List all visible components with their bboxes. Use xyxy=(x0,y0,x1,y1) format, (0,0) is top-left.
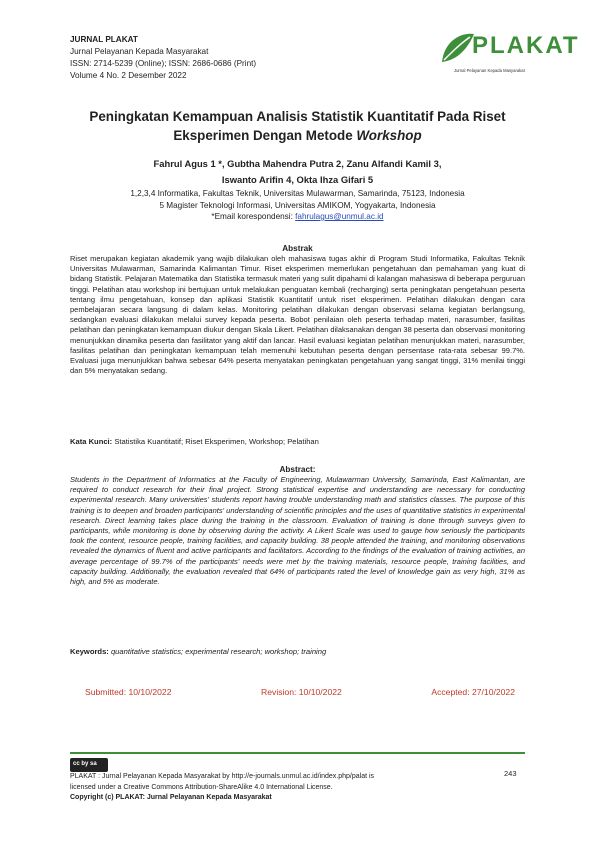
affiliation-1: 1,2,3,4 Informatika, Fakultas Teknik, Universitas Mulawarman, Samarinda, 75123, Indonesia xyxy=(130,189,465,198)
license-footer xyxy=(70,772,470,804)
author-list xyxy=(60,156,535,188)
abstract-heading: Abstract: xyxy=(279,465,316,474)
license-line-1: PLAKAT : Jurnal Pelayanan Kepada Masyarakat by http://e-journals.unmul.ac.id/index.php/palat is xyxy=(70,773,375,780)
cc-badge-text: cc by sa xyxy=(73,761,97,767)
authors-line-2: Iswanto Arifin 4, Okta Ihza Gifari 5 xyxy=(221,174,374,185)
issn: ISSN: 2714-5239 (Online); ISSN: 2686-0686 (Print) xyxy=(70,59,257,68)
kata-kunci-text: Statistika Kuantitatif; Riset Eksperimen, Workshop; Pelatihan xyxy=(112,437,319,446)
keywords-text: quantitative statistics; experimental research; workshop; training xyxy=(108,647,327,656)
plakat-logo xyxy=(438,28,580,82)
email-link[interactable]: fahrulagus@unmul.ac.id xyxy=(295,212,384,221)
authors-line-1: Fahrul Agus 1 *, Gubtha Mahendra Putra 2, Zanu Alfandi Kamil 3, xyxy=(153,158,442,169)
logo-tagline: Jurnal Pelayanan Kepada Masyarakat xyxy=(454,68,525,73)
submission-dates xyxy=(85,687,515,697)
footer-divider xyxy=(70,752,525,754)
journal-header xyxy=(70,34,256,82)
accepted-date: Accepted: 27/10/2022 xyxy=(431,687,515,697)
kata-kunci-label: Kata Kunci: xyxy=(70,437,113,446)
abstrak-text: Riset merupakan kegiatan akademik yang wajib dilakukan oleh mahasiswa tugas akhir di Program Studi Informatika, Fakultas Teknik Universitas Mulawarman, Samarinda Kalimantan Timur. Riset eksperimen memerlukan pengetahuan dan pemahaman yang kuat di bidang Statistik. Pelajaran Matematika dan Statistika termasuk materi yang sulit dipahami di kalangan mahasiswa di beberapa perguruan tinggi. Pelatihan atau workshop ini bertujuan untuk melakukan penguatan kembali (recharging) serta peningkatan pengetahuan peserta tentang ilmu pengetahuan, konsep dan aplikasi Statistik Kuantitatif untuk riset eksperimen. Pelatihan dilakukan dengan cara pembelajaran secara langsung di dalam kelas. Monitoring pelatihan dilakukan dengan observasi selama kegiatan berlangsung, sedangkan evaluasi dilakukan melalui survey kepada peserta. Bobot penilaian oleh peserta terhadap materi, narasumber, fasilitas pelatihan dan peningkatan kemampuan diukur dengan Skala Likert. Pelatihan dilaksanakan dengan 38 peserta dan observasi monitoring menunjukkan dinamika peserta dan fasilitator yang aktif dan lancar. Hasil evaluasi kegiatan pelatihan menunjukkan materi, narasumber, fasilitas pelatihan dan peningkatan kemampuan telah memenuhi kebutuhan peserta dengan persentase rata-rata sebesar 99.7%. Evaluasi juga menunjukkan bahwa sebesar 64% peserta menyatakan peningkatan pengetahuan yang sangat tinggi, 31% menilai tinggi dan 5% menyatakan sedang. xyxy=(70,254,525,376)
title-line-1: Peningkatan Kemampuan Analisis Statistik Kuantitatif Pada Riset xyxy=(89,109,506,124)
license-line-2: licensed under a Creative Commons Attribution-ShareAlike 4.0 International License. xyxy=(70,783,333,791)
journal-subtitle: Jurnal Pelayanan Kepada Masyarakat xyxy=(70,47,209,56)
title-line-2-italic: Workshop xyxy=(356,128,422,143)
affiliations xyxy=(60,188,535,223)
kata-kunci xyxy=(70,437,525,446)
submitted-date: Submitted: 10/10/2022 xyxy=(85,687,172,697)
affiliation-2: 5 Magister Teknologi Informasi, Universitas AMIKOM, Yogyakarta, Indonesia xyxy=(159,200,436,210)
abstrak-heading: Abstrak xyxy=(282,244,313,253)
volume: Volume 4 No. 2 Desember 2022 xyxy=(70,71,187,80)
title-line-2 xyxy=(60,126,535,145)
abstract-text: Students in the Department of Informatics at the Faculty of Engineering, Mulawarman University, Samarinda, East Kalimantan, are required to conduct research for their final project. Strong statistical expertise and understanding are necessary for conducting experimental research. Many universities' students report having trouble understanding math and statistics classes. The purpose of this training is to deepen and broaden participants' understanding of scientific principles and the uses of quantitative statistics in experimental research. Direct learning takes place during the training in the classroom. Evaluation of training is done through surveys given to participants, while monitoring is done by observing during the activity. A Likert Scale was used to gauge how seriously the participants took the content, resource people, training facilities, and capacity building. 38 people attended the training, and monitoring observations revealed the dynamics of fluent and active participants and facilitators. According to the findings of the evaluation of training activities, an average percentage of 99.7% of the participants' needs were met by the training materials, resource people, training facilities, and capacity building. Additionally, the evaluation revealed that 64% of participants rated the level of knowledge gain as very high, 31% as high, and 5% as moderate. xyxy=(70,475,525,587)
page-number: 243 xyxy=(504,769,517,778)
logo-word: PLAKAT xyxy=(472,32,580,59)
email-line xyxy=(60,211,535,223)
copyright-line: Copyright (c) PLAKAT: Jurnal Pelayanan Kepada Masyarakat xyxy=(70,794,272,801)
keywords-label: Keywords: xyxy=(70,647,109,656)
email-label: *Email korespondensi: xyxy=(211,212,296,221)
keywords xyxy=(70,647,525,656)
revision-date: Revision: 10/10/2022 xyxy=(261,687,342,697)
journal-title: JURNAL PLAKAT xyxy=(70,35,138,44)
title-line-2-plain: Eksperimen Dengan Metode xyxy=(173,128,357,143)
cc-license-badge[interactable] xyxy=(70,758,108,772)
paper-title xyxy=(60,107,535,145)
